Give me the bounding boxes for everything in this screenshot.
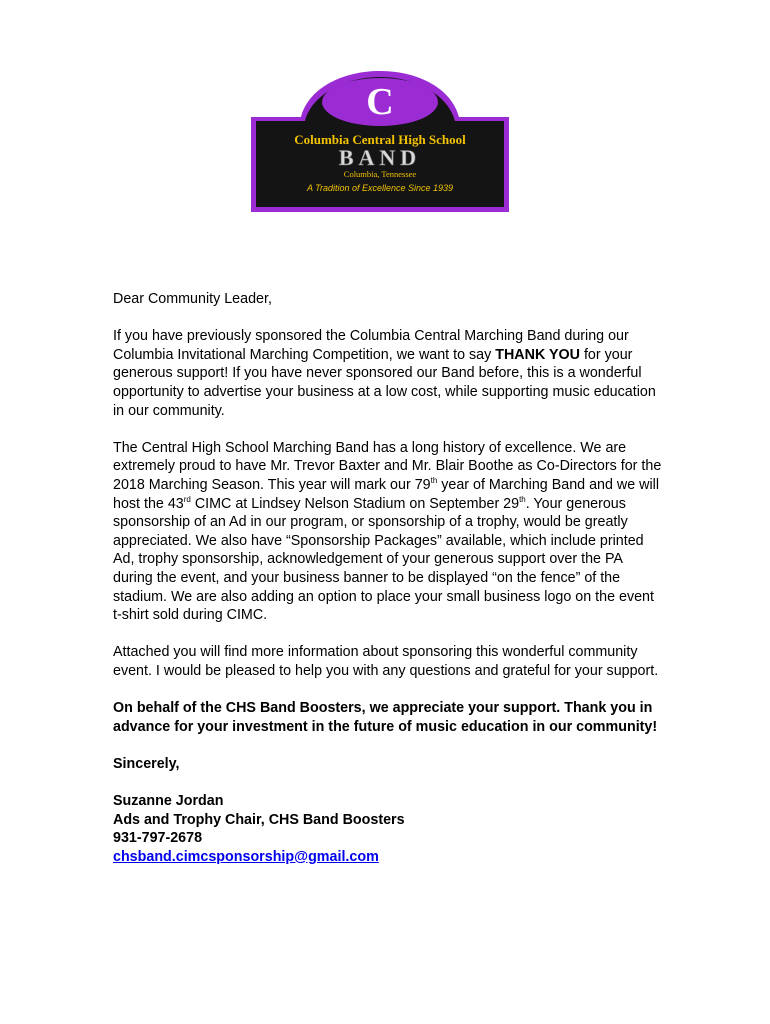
logo-tagline: A Tradition of Excellence Since 1939 — [306, 183, 454, 193]
paragraph-4: On behalf of the CHS Band Boosters, we appreciate your support. Thank you in advance for your investment in the future of music education in our community! — [113, 700, 658, 735]
paragraph-3: Attached you will find more information about sponsoring this wonderful community event. I would be pleased to help you with any questions and grateful for your support. — [113, 644, 659, 679]
band-logo-graphic — [249, 69, 511, 214]
logo-band-word: BAND — [338, 145, 422, 170]
closing: Sincerely, — [113, 755, 180, 772]
signer-title: Ads and Trophy Chair, CHS Band Boosters — [113, 811, 405, 828]
signature-block — [113, 792, 663, 866]
band-logo — [249, 69, 511, 214]
letter-body — [113, 290, 663, 866]
paragraph-2: The Central High School Marching Band has a long history of excellence. We are extremely proud to have Mr. Trevor Baxter and Mr. Blair Boothe as Co-Directors for the 2018 Marching Season. This year will mark our 79th year of Marching Band and we will host the 43rd CIMC at Lindsey Nelson Stadium on September 29th. Your generous sponsorship of an Ad in our program, or sponsorship of a trophy, would be greatly appreciated. We also have “Sponsorship Packages” available, which include printed Ad, trophy sponsorship, acknowledgement of your generous support over the PA during the event, and your business banner to be displayed “on the fence” of the stadium. We are also adding an option to place your small business logo on the event t-shirt sold during CIMC. — [113, 439, 662, 624]
salutation: Dear Community Leader, — [113, 291, 272, 307]
logo-school-name: Columbia Central High School — [294, 132, 466, 147]
paragraph-1: If you have previously sponsored the Columbia Central Marching Band during our Columbia Invitational Marching Competition, we want to say THANK YOU for your generous support! If you have never sponsored our Band before, this is a wonderful opportunity to advertise your business at a low cost, while supporting music education in our community. — [113, 328, 656, 419]
signer-name: Suzanne Jordan — [113, 793, 224, 810]
signer-email-link[interactable]: chsband.cimcsponsorship@gmail.com — [113, 848, 379, 865]
logo-location: Columbia, Tennessee — [343, 169, 417, 179]
logo-letter: C — [366, 81, 394, 123]
signer-phone: 931-797-2678 — [113, 830, 203, 847]
thank-you-emphasis: THANK YOU — [495, 346, 580, 363]
